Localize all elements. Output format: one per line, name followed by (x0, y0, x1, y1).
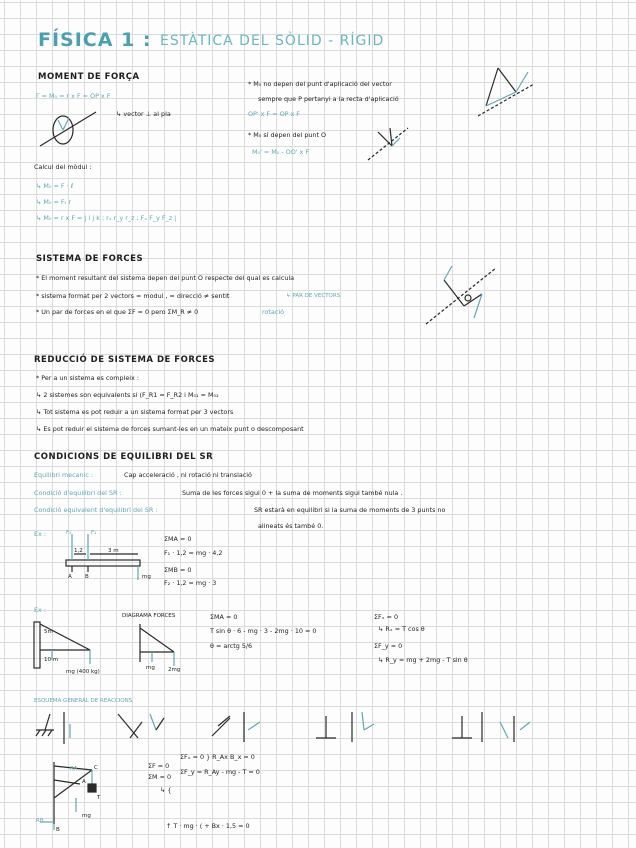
reduccio-line-2: ↳ 2 sistemes son equivalents si (F_R1 = F_R2 i M₀₁ = M₀₂ (36, 391, 219, 399)
ex2-eq-7: ↳ R_y = mg + 2mg - T sin θ (378, 656, 468, 664)
ex1-eq-1: ΣMA = 0 (164, 535, 192, 543)
condicio-equivalent-text-2: alineats és també 0. (258, 522, 324, 530)
example-2-label: Ex : (34, 606, 47, 614)
beam-diagram-icon (60, 530, 150, 582)
ex1-force-f1: F₁ (91, 530, 97, 536)
crane-label-mg: mg (82, 813, 91, 819)
equilibri-mecanic-label: Equilibri mecanic : (34, 471, 94, 479)
esquema-eq-1: ΣF = 0 (148, 762, 170, 770)
section-heading-condicions: CONDICIONS DE EQUILIBRI DEL SR (34, 452, 214, 462)
force-diagram-icon (134, 622, 182, 668)
ex2-mg-2: 2mg (168, 667, 181, 673)
ex2-eq-3: θ = arctg 5/6 (210, 642, 253, 650)
esquema-eq-3: ΣFₓ = 0 } R_Ax B_x = 0 (180, 753, 255, 761)
ex2-eq-6: ΣF_y = 0 (374, 642, 403, 650)
note2-line-a: * M₀ sí depen del punt O (248, 131, 327, 139)
crane-diagram-icon (32, 614, 96, 670)
crane-label-b: B (56, 827, 60, 833)
ex2-eq-4: ΣFₓ = 0 (374, 613, 399, 621)
vector-note: ↳ vector ⊥ al pla (116, 110, 171, 118)
sistema-bullet-1: * El moment resultant del sistema depen del punt O respecte del qual es calcula (36, 274, 295, 282)
ex1-dim-1: 1,2 (74, 548, 83, 554)
esquema-eq-2: ΣM = 0 (148, 773, 172, 781)
section-heading-esquema: ESQUEMA GENERAL DE REACCIONS (34, 698, 133, 704)
reaction-supports-icon (34, 708, 554, 748)
par-de-vectors-note: ↳ PAR DE VECTORS (286, 293, 341, 299)
ex2-mass: mg (400 kg) (66, 669, 100, 675)
crane-label-rb: RB (36, 818, 44, 824)
ex1-point-a: A (68, 574, 72, 580)
ex2-eq-5: ↳ Rₓ = T cos θ (378, 625, 425, 633)
calc-line-3: ↳ M₀ = r x F = | i j k ; rₓ r_y r_z ; Fₓ F_y F_z | (36, 214, 177, 222)
note1-line-b: sempre que P pertanyi a la recta d'aplicació (258, 95, 399, 103)
sistema-bullet-3: * Un par de forces en el que ΣF = 0 pero ΣM_R ≠ 0 (36, 308, 199, 316)
example-1-label: Ex : (34, 530, 47, 538)
ex2-diagram-title: DIAGRAMA FORCES (122, 613, 176, 619)
crane-label-a: A (82, 779, 86, 785)
rotacio-note: rotació (262, 308, 285, 316)
ex2-dim-5m: 5m (44, 629, 53, 635)
moment-point-diagram-icon (364, 124, 412, 164)
ex1-dim-2: 3 m (108, 548, 119, 554)
force-pair-diagram-icon (424, 262, 500, 326)
crane-label-t: T (97, 795, 101, 801)
ex1-point-b: B (85, 574, 89, 580)
note1-line-c: OP' x F = OP x F (248, 110, 300, 118)
reduccio-line-1: * Per a un sistema es compleix : (36, 374, 140, 382)
ex1-eq-2: F₁ · 1,2 = mg · 4,2 (164, 549, 223, 557)
crane-label-ra: RA (70, 766, 78, 772)
reduccio-line-3: ↳ Tot sistema es pot reduir a un sistema format per 3 vectors (36, 408, 234, 416)
condicio-equilibri-label: Condició d'equilibri del SR : (34, 489, 122, 497)
sistema-bullet-2: * sistema format per 2 vectors = modul , = direcció ≠ sentit (36, 292, 230, 300)
ex1-mg: mg (142, 574, 151, 580)
condicio-equilibri-text: Suma de les forces sigui 0 + la suma de moments sigui també nula . (182, 489, 403, 497)
ex1-eq-4: F₂ · 1,2 = mg · 3 (164, 579, 217, 587)
page-title: FÍSICA 1 : (38, 29, 152, 51)
triangle-vector-diagram-icon (478, 62, 538, 118)
ex2-dim-10m: 10 m (44, 657, 59, 663)
equilibri-mecanic-text: Cap acceleració , ni rotació ni translació (124, 471, 252, 479)
esquema-eq-5: ↳ { (160, 786, 172, 794)
calc-title: Calcul del mòdul : (34, 163, 92, 171)
ex2-mg-1: mg (146, 665, 155, 671)
reduccio-line-4: ↳ Es pot reduir el sistema de forces sumant-les en un mateix punt o descomposant (36, 425, 304, 433)
note1-line-a: * M₀ no depen del punt d'aplicació del vector (248, 80, 392, 88)
crane-label-c: C (94, 765, 98, 771)
esquema-eq-6: ↑ T · mg · ( + Bx · 1,5 = 0 (166, 822, 250, 830)
condicio-equivalent-label: Condició equivalent d'equilibri del SR : (34, 506, 158, 514)
ex1-force-f2: F₂ (66, 530, 72, 536)
ex2-eq-1: ΣMA = 0 (210, 613, 238, 621)
condicio-equivalent-text: SR estarà en equilibri si la suma de moments de 3 punts no (254, 506, 446, 514)
esquema-eq-4: ΣF_y = R_Ay - mg - T = 0 (180, 768, 260, 776)
ex1-eq-3: ΣMB = 0 (164, 566, 192, 574)
section-heading-moment: MOMENT DE FORÇA (38, 72, 140, 82)
ex2-eq-2: T sin θ · 6 - mg · 3 - 2mg · 10 = 0 (210, 627, 317, 635)
calc-line-1: ↳ M₀ = F · ℓ (36, 182, 74, 190)
calc-line-2: ↳ M₀ = Fₜ r (36, 198, 72, 206)
note2-line-b: M₀' = M₀ - OO' x F (252, 148, 310, 156)
section-heading-reduccio: REDUCCIÓ DE SISTEMA DE FORCES (34, 355, 216, 365)
moment-formula: Γ = M₀ = r x F = OP x F (36, 92, 111, 100)
page-subtitle: ESTÀTICA DEL SÒLID - RÍGID (160, 33, 385, 49)
moment-diagram-icon (36, 108, 100, 148)
section-heading-sistema: SISTEMA DE FORCES (36, 254, 144, 264)
